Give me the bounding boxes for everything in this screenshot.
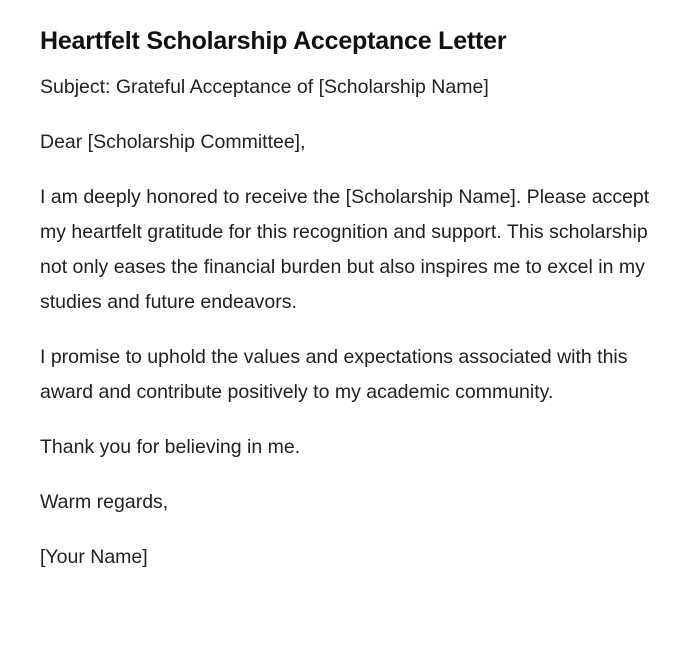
letter-body-paragraph: I promise to uphold the values and expectations associated with this award and contribute positively to my academic community.: [40, 346, 628, 403]
letter-title: Heartfelt Scholarship Acceptance Letter: [40, 27, 507, 55]
letter-body-paragraph: I am deeply honored to receive the [Scholarship Name]. Please accept my heartfelt gratitude for this recognition and support. This scholarship not only eases the financial burden but also inspires me to excel in my studies and future endeavors.: [40, 186, 650, 313]
letter-page: [40, 24, 660, 595]
letter-closing: Warm regards,: [40, 491, 169, 513]
letter-subject: Subject: Grateful Acceptance of [Scholarship Name]: [40, 76, 489, 98]
letter-signature: [Your Name]: [40, 546, 148, 568]
letter-thanks: Thank you for believing in me.: [40, 436, 301, 458]
letter-salutation: Dear [Scholarship Committee],: [40, 131, 306, 153]
